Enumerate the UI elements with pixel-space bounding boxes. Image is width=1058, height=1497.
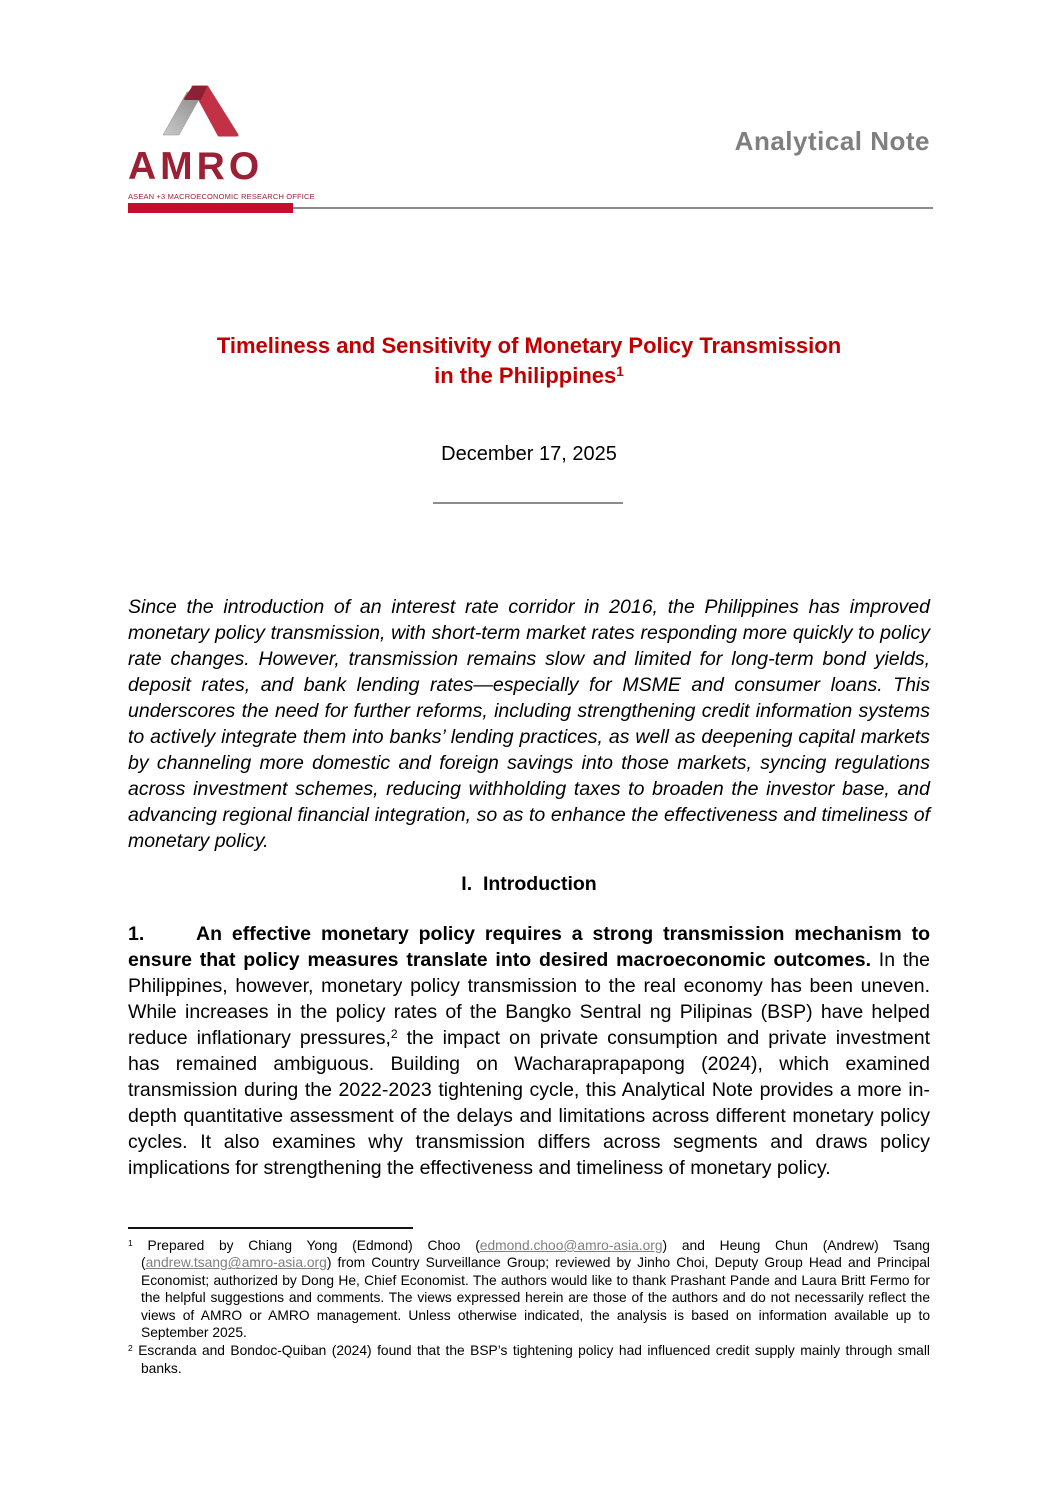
page-title-line1: Timeliness and Sensitivity of Monetary Policy Transmission: [216, 333, 842, 358]
title-separator-line: [433, 502, 623, 504]
amro-logo: [128, 85, 315, 201]
header-rule-gray-line: [293, 207, 933, 209]
paragraph-1: [128, 921, 930, 1181]
document-type-label: Analytical Note: [734, 126, 930, 156]
page-title-line2: in the Philippines: [434, 363, 617, 388]
footnote-2-marker: 2: [128, 1343, 133, 1354]
email-link-edmond-choo[interactable]: edmond.choo@amro-asia.org: [479, 1238, 663, 1253]
amro-logo-mark-icon: [160, 85, 240, 137]
footnote-2: [128, 1342, 930, 1377]
footnote-separator-rule: [128, 1227, 413, 1229]
header-rule-red-segment: [128, 203, 293, 213]
footnote-1-text-b: ) and Heung Chun (Andrew) Tsang (: [141, 1238, 930, 1271]
title-footnote-ref: 1: [616, 364, 624, 380]
footnote-1-text-a: Prepared by Chiang Yong (Edmond) Choo (: [147, 1238, 480, 1253]
paragraph-1-body-a: In the Philippines, however, monetary policy transmission to the real economy has been uneven. While increases in the policy rates of the Bangko Sentral ng Pilipinas (BSP) have helped reduce inflationary pressures,: [128, 949, 930, 1049]
footnote-1: [128, 1237, 930, 1341]
footnotes-section: [128, 1227, 930, 1378]
footnote-2-text: Escranda and Bondoc-Quiban (2024) found that the BSP’s tightening policy had influenced credit supply mainly through small banks.: [138, 1343, 930, 1376]
amro-wordmark: AMRO: [128, 145, 264, 188]
paragraph-1-footnote-ref: 2: [390, 1027, 398, 1042]
header-rule: [128, 203, 933, 213]
publication-date: December 17, 2025: [441, 443, 617, 465]
paragraph-1-body-b: the impact on private consumption and private investment has remained ambiguous. Building on Wacharaprapapong (2024), which examined transmission during the 2022-2023 tightening cycle, this Analytical Note provides a more in-depth quantitative assessment of the delays and limitations across different monetary policy cycles. It also examines why transmission differs across segments and draws policy implications for strengthening the effectiveness and timeliness of monetary policy.: [128, 1027, 930, 1179]
email-link-andrew-tsang[interactable]: andrew.tsang@amro-asia.org: [145, 1255, 327, 1271]
section-heading-introduction: I. Introduction: [461, 873, 597, 895]
paragraph-1-number: 1.: [128, 923, 145, 945]
footnote-1-text-c: ) from Country Surveillance Group; reviewed by Jinho Choi, Deputy Group Head and Principal Economist; authorized by Dong He, Chief Economist. The authors would like to thank Prashant Pande and Laura Britt Fermo for the helpful suggestions and comments. The views expressed herein are those of the authors and do not necessarily reflect the views of AMRO or AMRO management. Unless otherwise indicated, the analysis is based on information available up to September 2025.: [141, 1255, 930, 1341]
page-title: [0, 331, 1058, 391]
amro-tagline: ASEAN +3 MACROECONOMIC RESEARCH OFFICE: [128, 192, 315, 201]
footnote-1-marker: 1: [128, 1237, 133, 1248]
abstract-text: Since the introduction of an interest rate corridor in 2016, the Philippines has improved monetary policy transmission, with short-term market rates responding more quickly to policy rate changes. However, transmission remains slow and limited for long-term bond yields, deposit rates, and bank lending rates—especially for MSME and consumer loans. This underscores the need for further reforms, including strengthening credit information systems to actively integrate them into banks’ lending practices, as well as deepening capital markets by channeling more domestic and foreign savings into those markets, syncing regulations across investment schemes, reducing withholding taxes to broaden the investor base, and advancing regional financial integration, so as to enhance the effectiveness and timeliness of monetary policy.: [128, 596, 930, 852]
paragraph-1-lead-bold: An effective monetary policy requires a strong transmission mechanism to ensure that policy measures translate into desired macroeconomic outcomes.: [128, 923, 930, 971]
